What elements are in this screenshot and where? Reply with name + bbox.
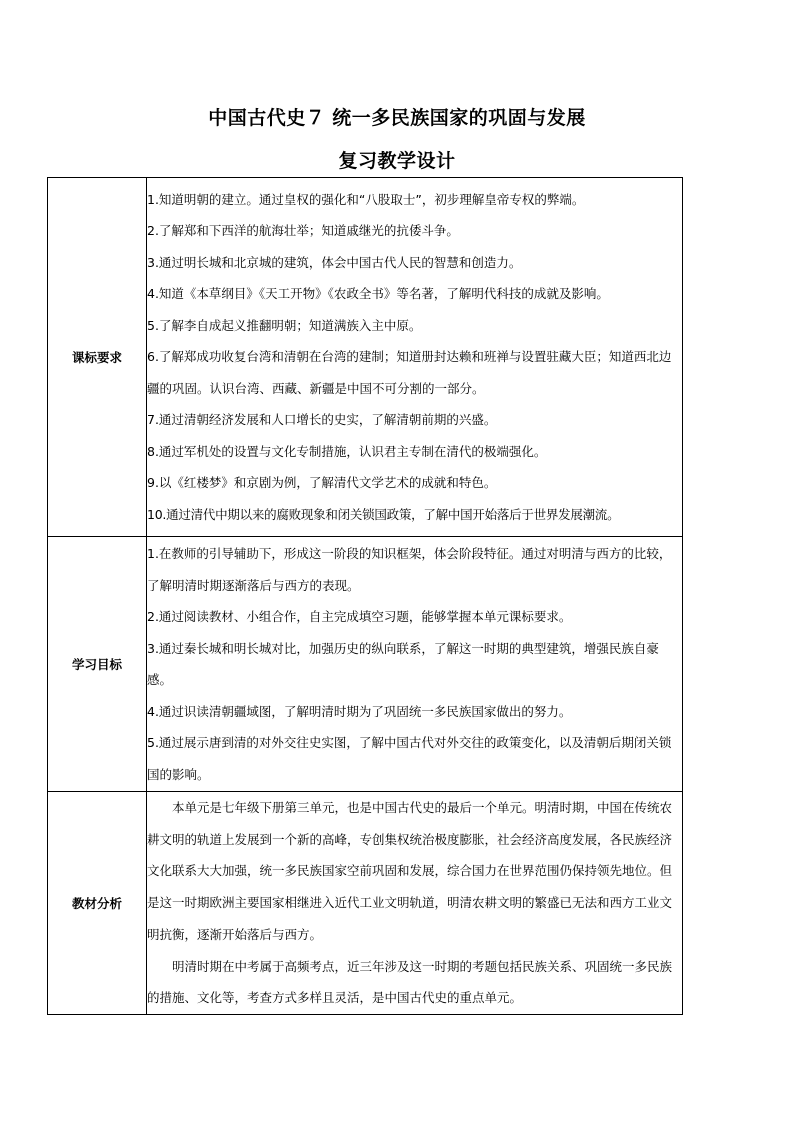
row-label-curriculum: 课标要求 bbox=[48, 178, 147, 537]
list-item: 7.通过清朝经济发展和人口增长的史实，了解清朝前期的兴盛。 bbox=[147, 412, 497, 428]
list-item: 1.知道明朝的建立。通过皇权的强化和“八股取士”，初步理解皇帝专权的弊端。 bbox=[147, 191, 585, 207]
list-item: 3.通过明长城和北京城的建筑，体会中国古代人民的智慧和创造力。 bbox=[147, 254, 522, 270]
list-item: 8.通过军机处的设置与文化专制措施，认识君主专制在清代的极端强化。 bbox=[147, 443, 547, 459]
document-title: 中国古代史７ 统一多民族国家的巩固与发展 bbox=[208, 107, 586, 129]
list-item: 10.通过清代中期以来的腐败现象和闭关锁国政策，了解中国开始落后于世界发展潮流。 bbox=[147, 506, 620, 522]
lesson-plan-table bbox=[47, 177, 683, 1015]
analysis-paragraph: 本单元是七年级下册第三单元，也是中国古代史的最后一个单元。明清时期，中国在传统农耕文明的轨道上发展到一个新的高峰，专创集权统治极度膨胀，社会经济高度发展，各民族经济文化联系大大加强，统一多民族国家空前巩固和发展，综合国力在世界范围仍保持领先地位。但是这一时期欧洲主要国家相继进入近代工业文明轨道，明清农耕文明的繁盛已无法和西方工业文明抗衡，逐渐开始落后与西方。 bbox=[147, 800, 673, 942]
list-item: 9.以《红楼梦》和京剧为例，了解清代文学艺术的成就和特色。 bbox=[147, 475, 497, 491]
list-item: 4.通过识读清朝疆域图，了解明清时期为了巩固统一多民族国家做出的努力。 bbox=[147, 703, 572, 719]
list-item: 2.了解郑和下西洋的航海壮举；知道戚继光的抗倭斗争。 bbox=[147, 223, 459, 239]
curriculum-content bbox=[147, 178, 683, 537]
list-item: 4.知道《本草纲目》《天工开物》《农政全书》等名著，了解明代科技的成就及影响。 bbox=[147, 286, 609, 302]
list-item: 1.在教师的引导辅助下，形成这一阶段的知识框架，体会阶段特征。通过对明清与西方的比较，了解明清时期逐渐落后与西方的表现。 bbox=[147, 546, 672, 593]
list-item: 5.了解李自成起义推翻明朝；知道满族入主中原。 bbox=[147, 317, 422, 333]
list-item: 3.通过秦长城和明长城对比，加强历史的纵向联系，了解这一时期的典型建筑，增强民族自豪感。 bbox=[147, 640, 659, 687]
objectives-content bbox=[147, 537, 683, 792]
row-label-analysis: 教材分析 bbox=[48, 792, 147, 1015]
list-item: 6.了解郑成功收复台湾和清朝在台湾的建制；知道册封达赖和班禅与设置驻藏大臣；知道西北边疆的巩固。认识台湾、西藏、新疆是中国不可分割的一部分。 bbox=[147, 349, 672, 396]
table-row-curriculum bbox=[48, 178, 683, 537]
list-item: 5.通过展示唐到清的对外交往史实图，了解中国古代对外交往的政策变化，以及清朝后期闭关锁国的影响。 bbox=[147, 735, 672, 782]
analysis-paragraph: 明清时期在中考属于高频考点，近三年涉及这一时期的考题包括民族关系、巩固统一多民族的措施、文化等，考查方式多样且灵活，是中国古代史的重点单元。 bbox=[147, 958, 673, 1006]
list-item: 2.通过阅读教材、小组合作，自主完成填空习题，能够掌握本单元课标要求。 bbox=[147, 609, 572, 624]
document-subtitle: 复习教学设计 bbox=[338, 150, 456, 172]
analysis-content bbox=[147, 792, 683, 1015]
table-row-objectives bbox=[48, 537, 683, 792]
row-label-objectives: 学习目标 bbox=[48, 537, 147, 792]
table-row-analysis bbox=[48, 792, 683, 1015]
